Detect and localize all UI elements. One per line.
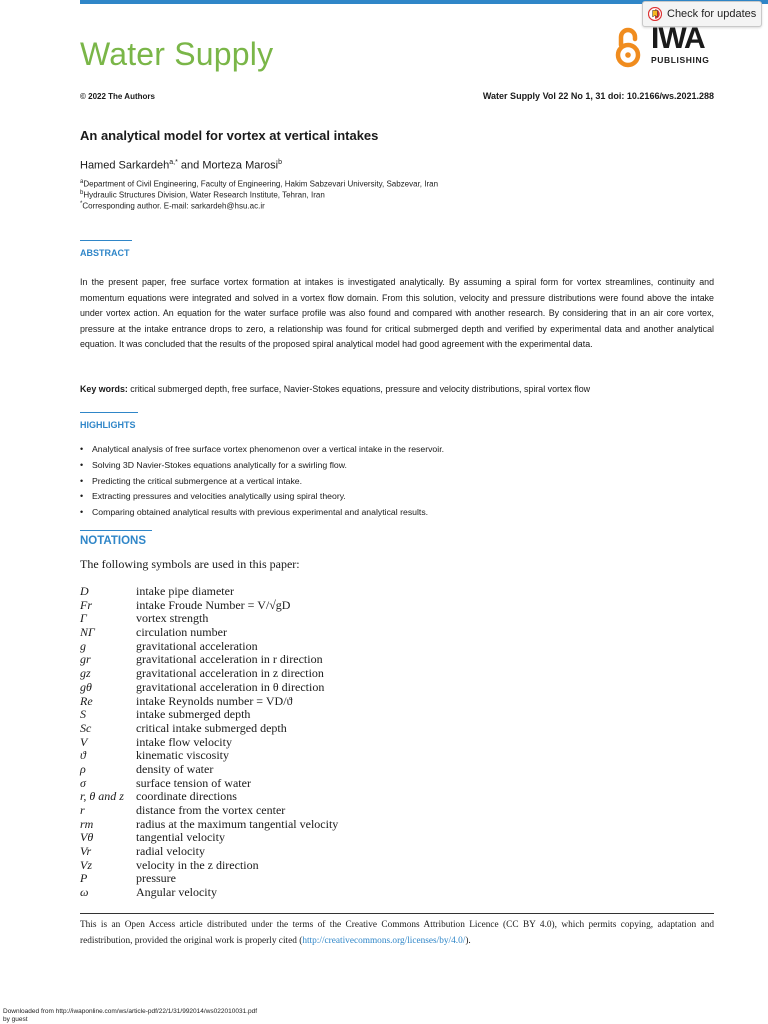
highlight-item <box>80 489 444 505</box>
notation-row <box>80 681 338 695</box>
notation-row <box>80 845 338 859</box>
affiliation-text: Corresponding author. E-mail: sarkardeh@hsu.ac.ir <box>82 201 265 211</box>
keywords <box>80 384 590 394</box>
notation-definition: Angular velocity <box>136 885 217 900</box>
notation-symbol: rm <box>80 816 94 831</box>
author-line <box>80 159 282 172</box>
notation-definition: tangential velocity <box>136 830 225 845</box>
notation-symbol: r <box>80 803 85 817</box>
notation-symbol: P <box>80 871 88 886</box>
notation-row <box>80 640 338 654</box>
notation-definition: surface tension of water <box>136 775 251 790</box>
bullet: • <box>80 491 84 502</box>
notation-row <box>80 667 338 681</box>
notation-row <box>80 599 338 613</box>
notation-symbol: V <box>80 734 88 749</box>
highlight-item <box>80 442 444 458</box>
abstract-text: In the present paper, free surface vortex formation at intakes is investigated analytically. By assuming a spiral form for vortex streamlines, continuity and momentum equations were integrated and solved in a vortex flow domain. From this solution, velocity and pressure distributions were found above the intake under vortex action. An equation for the water surface profile was also found and compared with another research. By considering that in an air core vortex, pressure at the intake entrance drops to zero, a relationship was found for critical submerged depth and verified by experimental data and another analytical equation. It was concluded that the results of the proposed spiral analytical model had good agreement with the experimental data. <box>80 277 714 350</box>
corresponding-author <box>80 201 265 211</box>
notation-row <box>80 818 338 832</box>
notation-row <box>80 612 338 626</box>
highlight-text: Predicting the critical submergence at a vertical intake. <box>92 475 303 486</box>
notation-row <box>80 736 338 750</box>
highlight-item <box>80 458 444 474</box>
footnote-rule <box>80 913 714 914</box>
notation-row <box>80 859 338 873</box>
notation-row <box>80 872 338 886</box>
affiliation <box>80 190 325 200</box>
download-user: by guest <box>3 1016 28 1023</box>
highlight-text: Comparing obtained analytical results with previous experimental and analytical results. <box>92 507 429 518</box>
notation-definition: intake flow velocity <box>136 734 232 749</box>
license-close: ). <box>465 935 471 946</box>
notation-definition: vortex strength <box>136 611 209 626</box>
bullet: • <box>80 475 84 486</box>
notation-symbol: ϑ <box>80 748 86 763</box>
download-source: Downloaded from http://iwaponline.com/ws/article-pdf/22/1/31/992014/ws022010031.pdf <box>3 1008 258 1015</box>
notation-symbol: r, θ and z <box>80 789 124 804</box>
notation-row <box>80 626 338 640</box>
highlights-heading: HIGHLIGHTS <box>80 420 136 430</box>
notation-definition: gravitational acceleration <box>136 638 258 653</box>
notation-symbol: gr <box>80 652 91 667</box>
notation-row <box>80 695 338 709</box>
notation-definition: intake pipe diameter <box>136 584 234 598</box>
highlight-item <box>80 474 444 490</box>
notation-symbol: Vz <box>80 857 92 872</box>
notation-symbol: S <box>80 707 86 722</box>
notations-list <box>80 585 338 900</box>
notation-symbol: Fr <box>80 597 92 612</box>
iwa-logo-text: IWA <box>651 22 705 55</box>
notation-definition: gravitational acceleration in r direction <box>136 652 323 667</box>
notation-definition: intake Froude Number = V/√gD <box>136 597 291 612</box>
notation-definition: radial velocity <box>136 844 205 859</box>
highlights-list <box>80 442 444 521</box>
notation-definition: circulation number <box>136 625 227 640</box>
license-note <box>80 918 714 949</box>
notation-definition: kinematic viscosity <box>136 748 229 763</box>
notation-symbol: Vθ <box>80 830 94 845</box>
affiliation-mark: a <box>80 179 84 185</box>
author-affiliation-mark: b <box>278 159 283 166</box>
author-affiliation-mark: a,* <box>169 159 178 166</box>
notation-definition: gravitational acceleration in θ direction <box>136 679 325 694</box>
open-access-lock-icon <box>615 26 641 68</box>
notation-definition: pressure <box>136 871 176 886</box>
download-stamp <box>3 1008 257 1024</box>
check-for-updates-label: Check for updates <box>667 8 757 20</box>
affiliation-text: Department of Civil Engineering, Faculty of Engineering, Hakim Sabzevari University, Sabzevar, Iran <box>83 179 439 189</box>
crossmark-icon <box>648 7 662 21</box>
affiliation-text: Hydraulic Structures Division, Water Research Institute, Tehran, Iran <box>83 190 325 200</box>
notation-row <box>80 804 338 818</box>
notation-definition: density of water <box>136 761 214 776</box>
copyright-line: © 2022 The Authors <box>80 92 155 101</box>
notation-row <box>80 777 338 791</box>
notation-row <box>80 585 338 599</box>
notation-symbol: Γ <box>80 611 87 626</box>
notation-symbol: NΓ <box>80 625 95 640</box>
abstract-heading: ABSTRACT <box>80 248 130 258</box>
notation-symbol: D <box>80 584 89 598</box>
notation-symbol: ω <box>80 885 89 900</box>
notation-row <box>80 790 338 804</box>
highlight-item <box>80 505 444 521</box>
bullet: • <box>80 459 84 470</box>
notation-symbol: ρ <box>80 761 86 776</box>
license-link[interactable]: http://creativecommons.org/licenses/by/4.0/ <box>302 935 466 946</box>
highlight-text: Analytical analysis of free surface vortex phenomenon over a vertical intake in the reservoir. <box>92 444 445 454</box>
affiliation <box>80 179 438 189</box>
bullet: • <box>80 444 84 454</box>
notations-intro: The following symbols are used in this paper: <box>80 557 300 571</box>
notation-symbol: Sc <box>80 720 92 735</box>
article-title: An analytical model for vortex at vertical intakes <box>80 128 379 143</box>
highlight-text: Solving 3D Navier-Stokes equations analytically for a swirling flow. <box>92 459 347 470</box>
journal-title: Water Supply <box>80 36 274 72</box>
notation-definition: gravitational acceleration in z direction <box>136 666 324 681</box>
affiliation-mark: b <box>80 190 84 196</box>
notation-row <box>80 722 338 736</box>
notation-symbol: σ <box>80 775 86 790</box>
notation-row <box>80 653 338 667</box>
notation-symbol: Re <box>80 693 93 708</box>
iwa-publishing-logo <box>651 24 713 65</box>
iwa-logo-subtext: PUBLISHING <box>651 55 710 65</box>
notation-definition: velocity in the z direction <box>136 857 259 872</box>
notation-definition: radius at the maximum tangential velocity <box>136 816 339 831</box>
author-name: Hamed Sarkardeh <box>80 159 170 172</box>
notation-symbol: gz <box>80 666 91 681</box>
author-name: Morteza Marosi <box>202 159 279 172</box>
notation-row <box>80 886 338 900</box>
notation-symbol: gθ <box>80 679 92 694</box>
notation-definition: coordinate directions <box>136 789 237 804</box>
bullet: • <box>80 507 84 518</box>
affiliation-mark: * <box>80 201 83 207</box>
section-rule <box>80 412 138 413</box>
notation-row <box>80 708 338 722</box>
section-rule <box>80 530 152 531</box>
citation-line: Water Supply Vol 22 No 1, 31 doi: 10.2166/ws.2021.288 <box>482 91 714 101</box>
notation-definition: distance from the vortex center <box>136 803 286 817</box>
keywords-text: critical submerged depth, free surface, Navier-Stokes equations, pressure and velocity distributions, spiral vortex flow <box>127 384 591 394</box>
notation-definition: critical intake submerged depth <box>136 720 287 735</box>
notation-row <box>80 749 338 763</box>
notation-definition: intake Reynolds number = VD/ϑ <box>136 693 293 708</box>
notation-row <box>80 831 338 845</box>
author-joiner: and <box>177 159 203 172</box>
notations-heading: NOTATIONS <box>80 535 147 547</box>
notation-row <box>80 763 338 777</box>
highlight-text: Extracting pressures and velocities analytically using spiral theory. <box>92 491 346 502</box>
notation-symbol: Vr <box>80 844 92 859</box>
notation-symbol: g <box>80 638 86 653</box>
section-rule <box>80 240 132 241</box>
license-text: This is an Open Access article distributed under the terms of the Creative Commons Attribution Licence (CC BY 4.0), which permits copying, adaptation and redistribution, provided the original work is properly cited ( <box>80 920 714 946</box>
keywords-label: Key words: <box>80 384 128 394</box>
notation-definition: intake submerged depth <box>136 707 251 722</box>
